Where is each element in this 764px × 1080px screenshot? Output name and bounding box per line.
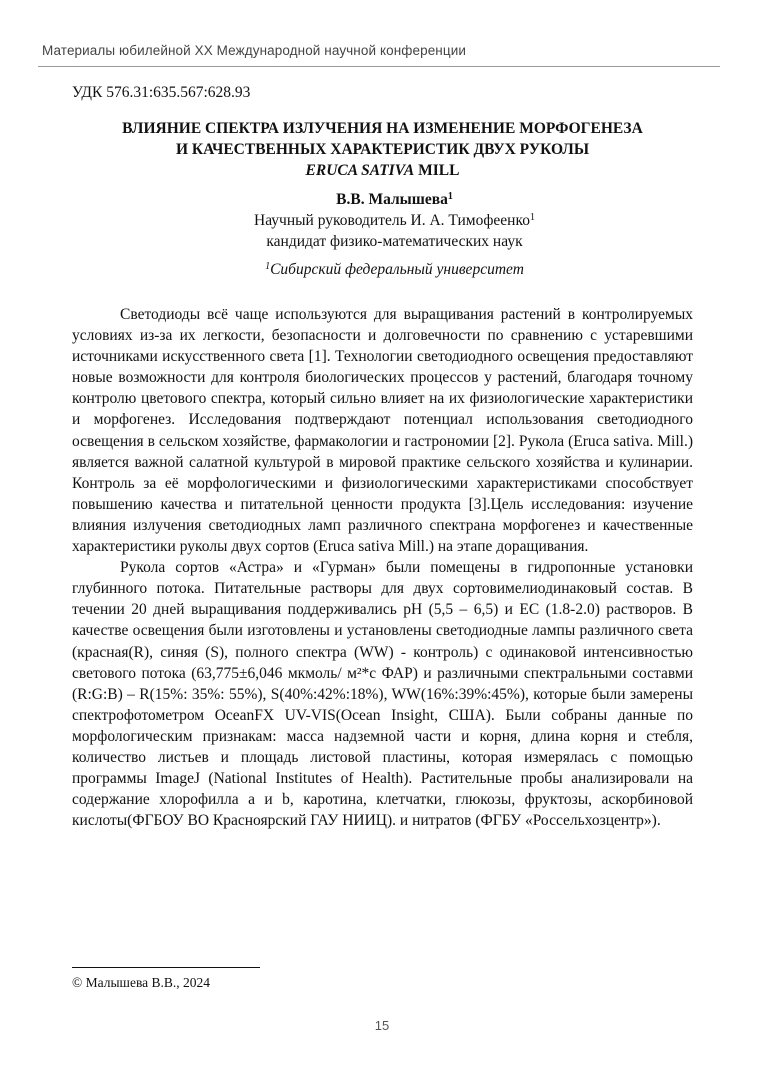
supervisor: Научный руководитель И. А. Тимофеенко$^1$ [254, 212, 535, 229]
running-header: Материалы юбилейной XX Международной научной конференции [42, 43, 466, 58]
article-title [72, 118, 693, 181]
title-line-species [72, 160, 693, 181]
affiliation: $^1$Сибирский федеральный университет [265, 261, 524, 278]
author-block [72, 189, 693, 280]
page-number: 15 [374, 1018, 390, 1033]
body-text [72, 304, 693, 831]
title-line: И КАЧЕСТВЕННЫХ ХАРАКТЕРИСТИК ДВУХ РУКОЛЫ [175, 141, 590, 158]
paragraph: Рукола сортов «Астра» и «Гурман» были помещены в гидропонные установки глубинного потока. Питательные растворы для двух сортовимелиодинаковый состав. В течении 20 дней выращивания поддерживались pH (5,5 – 6,5) и EC (1.8-2.0) растворов. В качестве освещения были изготовлены и установлены светодиодные лампы различного света (красная(R), синяя (S), полного спектра (WW) - контроль) с одинаковой интенсивностью светового потока (63,775±6,046 мкмоль/ м²*с ФАР) и различными спектральными составми (R:G:B) – R(15%: 35%: 55%), S(40%:42%:18%), WW(16%:39%:45%), которые были замерены спектрофотометром OceanFX UV-VIS(Ocean Insight, США). Были собраны данные по морфологическим признакам: масса надземной части и корня, длина корня и стебля, количество листьев и площадь листовой пластины, которая измерялась с помощью программы ImageJ (National Institutes of Health). Растительные пробы анализировали на содержание хлорофилла a и b, каротина, клетчатки, глюкозы, фруктозы, аскорбиновой кислоты(ФГБОУ ВО Красноярский ГАУ НИИЦ). и нитратов (ФГБУ «Россельхозцентр»). [72, 559, 693, 830]
species-author: MILL [414, 162, 460, 179]
udk-code: УДК 576.31:635.567:628.93 [72, 84, 251, 101]
article [72, 84, 693, 831]
paragraph: Светодиоды всё чаще используются для выращивания растений в контролируемых условиях из-за их легкости, безопасности и долговечности по сравнению с устаревшими источниками искусственного света [1]. Технологии светодиодного освещения предоставляют новые возможности для контроля биологических процессов у растений, благодаря точному контролю цветового спектра, который сильно влияет на их физиологические характеристики и морфогенез. Исследования подтверждают потенциал использования светодиодного освещения в сельском хозяйстве, фармакологии и гастрономии [2]. Рукола (Eruca sativa. Mill.) является важной салатной культурой в мировой практике сельского хозяйства и кулинарии. Контроль за её морфологическими и физиологическими характеристиками способствует повышению качества и питательной ценности продукта [3].Цель исследования: изучение влияния излучения светодиодных ламп различного спектрана морфогенез и качественные характеристики руколы двух сортов (Eruca sativa Mill.) на этапе доращивания. [72, 306, 693, 556]
supervisor-sup: 1 [529, 212, 535, 223]
footnote-rule [72, 967, 260, 968]
header-rule [38, 66, 720, 67]
author-sup: 1 [447, 191, 453, 202]
affiliation-sup: 1 [265, 261, 271, 272]
title-line: ВЛИЯНИЕ СПЕКТРА ИЗЛУЧЕНИЯ НА ИЗМЕНЕНИЕ МОРФОГЕНЕЗА [122, 120, 643, 137]
academic-degree: кандидат физико-математических наук [266, 233, 523, 250]
species-name: ERUCA SATIVA [305, 162, 415, 179]
copyright-footnote: © Малышева В.В., 2024 [72, 975, 211, 990]
author-name: В.В. Малышева$^1$ [336, 191, 453, 208]
